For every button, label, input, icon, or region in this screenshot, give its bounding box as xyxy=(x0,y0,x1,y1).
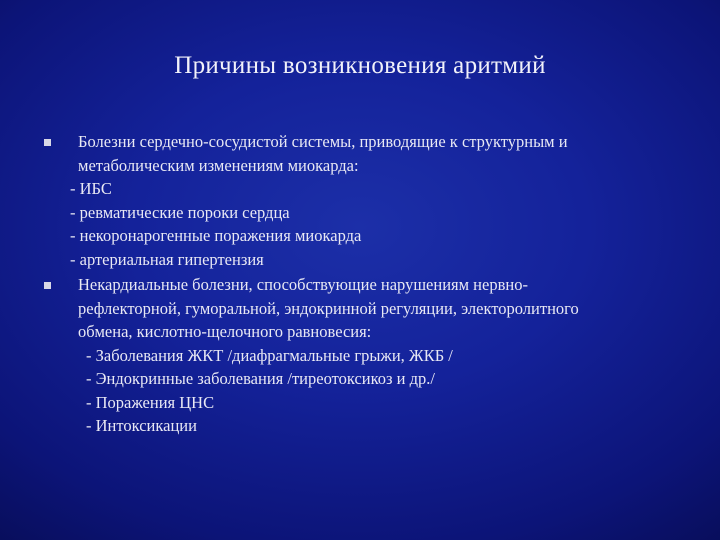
bullet-text-line: обмена, кислотно-щелочного равновесия: xyxy=(78,322,372,341)
slide-title: Причины возникновения аритмий xyxy=(174,52,546,79)
sub-item: - Заболевания ЖКТ /диафрагмальные грыжи, ЖКБ / xyxy=(86,345,453,365)
square-bullet-icon xyxy=(44,282,51,289)
sub-item: - Интоксикации xyxy=(86,416,197,435)
bullet-text-line: метаболическим изменениям миокарда: xyxy=(78,155,359,175)
sub-item: - некоронарогенные поражения миокарда xyxy=(70,226,362,245)
bullet-item-cardiac-diseases xyxy=(40,130,690,271)
bullet-item-noncardiac-diseases xyxy=(40,273,690,438)
sub-item: - Эндокринные заболевания /тиреотоксикоз и др./ xyxy=(86,369,435,388)
bullet-list xyxy=(40,130,690,438)
square-bullet-icon xyxy=(44,139,51,146)
sub-item: - ревматические пороки сердца xyxy=(70,202,290,222)
sub-item: - артериальная гипертензия xyxy=(70,249,264,269)
bullet-text-line: Некардиальные болезни, способствующие нарушениям нервно- xyxy=(78,275,528,294)
sub-item: - Поражения ЦНС xyxy=(86,392,215,412)
sub-item: - ИБС xyxy=(70,179,112,198)
bullet-text-line: Болезни сердечно-сосудистой системы, приводящие к структурным и xyxy=(78,132,568,151)
bullet-text-line: рефлекторной, гуморальной, эндокринной регуляции, электоролитного xyxy=(78,298,579,318)
